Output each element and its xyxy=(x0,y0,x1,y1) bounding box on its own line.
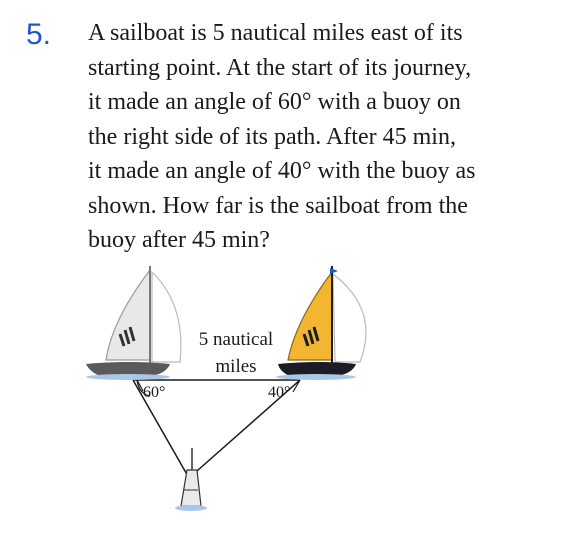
problem-line: A sailboat is 5 nautical miles east of its xyxy=(88,20,463,46)
distance-label-line2: miles xyxy=(215,356,257,377)
problem-line: shown. How far is the sailboat from the xyxy=(88,192,468,219)
end-sailboat-icon xyxy=(276,266,366,380)
problem-line: the right side of its path. After 45 min, xyxy=(88,123,456,150)
problem-line: buoy after 45 min? xyxy=(88,227,270,253)
angle-40-label: 40° xyxy=(268,384,291,401)
distance-label-line1: 5 nautical xyxy=(198,329,274,350)
problem-number: 5. xyxy=(26,18,52,51)
start-sailboat-icon xyxy=(86,266,181,380)
problem-line: it made an angle of 40° with the buoy as xyxy=(88,158,476,184)
problem-line: it made an angle of 60° with a buoy on xyxy=(88,89,461,115)
angle-60-label: 60° xyxy=(143,384,166,401)
buoy-icon xyxy=(175,448,207,511)
problem-line: starting point. At the start of its journey, xyxy=(88,54,472,81)
